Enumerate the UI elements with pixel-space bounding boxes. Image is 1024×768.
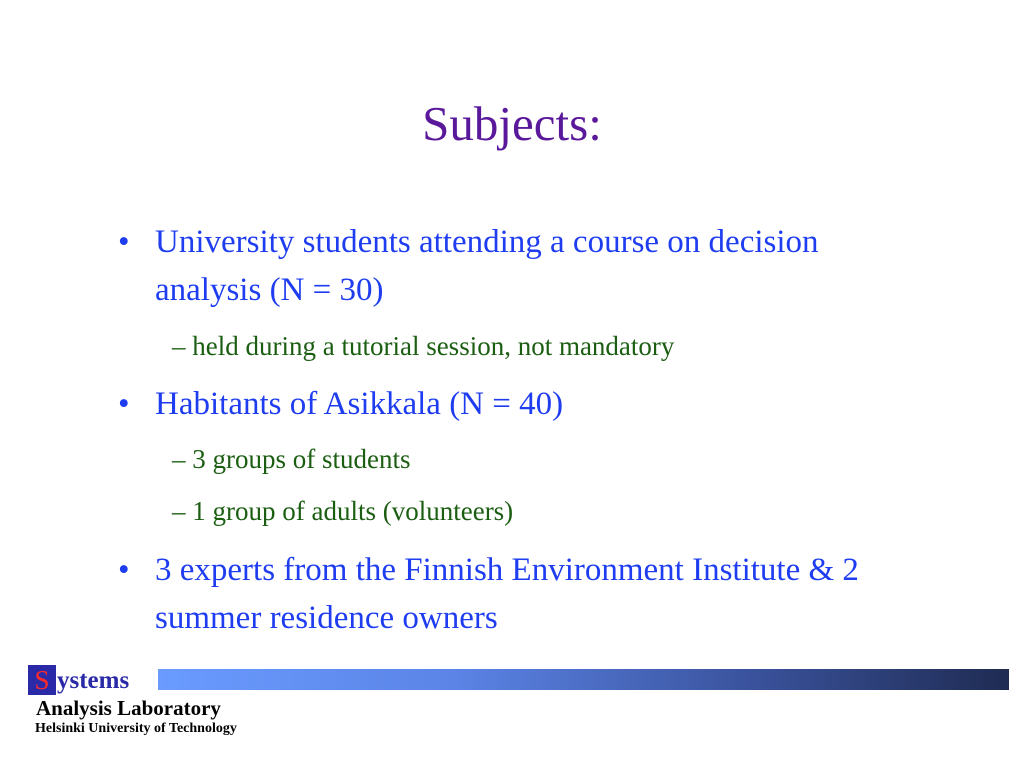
bullet-marker-icon: • [118, 386, 130, 422]
bullet-item-3 [118, 546, 878, 642]
sub-bullet-item: – held during a tutorial session, not mandatory [172, 331, 675, 361]
logo-initial: S [28, 665, 56, 695]
footer-gradient-bar [158, 669, 1009, 690]
lab-name: Analysis Laboratory [36, 696, 221, 720]
university-name: Helsinki University of Technology [35, 721, 237, 736]
sub-bullet-item: – 3 groups of students [172, 444, 411, 474]
bullet-marker-icon: • [118, 552, 130, 588]
bullet-text: Habitants of Asikkala (N = 40) [155, 386, 564, 422]
sub-bullet-item: – 1 group of adults (volunteers) [172, 496, 514, 526]
bullet-text: 3 experts from the Finnish Environment Institute & 2 summer residence owners [155, 552, 859, 636]
bullet-text: University students attending a course on decision analysis (N = 30) [155, 224, 819, 308]
logo-wordmark: ystems [57, 667, 130, 694]
bullet-item-1 [118, 218, 878, 314]
bullet-item-2 [118, 380, 878, 428]
bullet-marker-icon: • [118, 224, 130, 260]
slide-title: Subjects: [422, 96, 602, 151]
